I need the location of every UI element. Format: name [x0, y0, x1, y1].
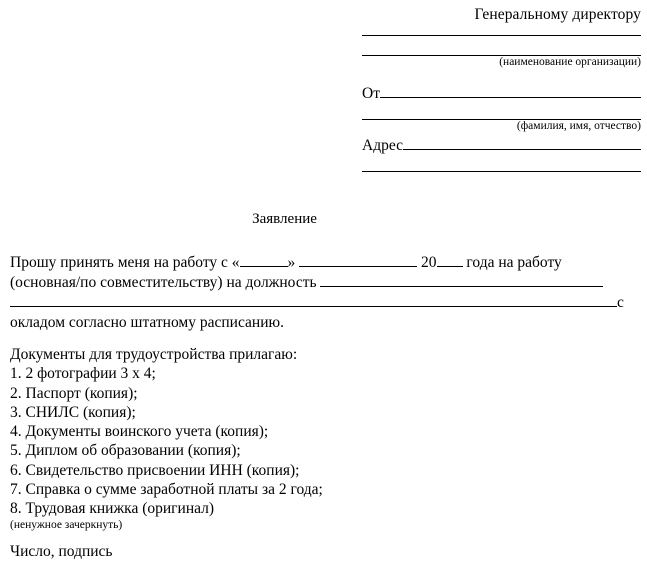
application-body: [10, 253, 641, 333]
body-line-1-quote-close: »: [287, 254, 296, 271]
body-line-1-suffix: года на работу: [466, 254, 562, 271]
body-line-4: [10, 313, 641, 333]
year-input-blank[interactable]: [437, 266, 463, 267]
addressee-line: Генеральному директору: [474, 6, 641, 23]
address-blank-line-2[interactable]: [362, 171, 641, 172]
salary-clause: окладом согласно штатному расписанию.: [10, 314, 284, 331]
list-item: 1. 2 фотографии 3 х 4;: [10, 365, 156, 383]
organization-caption: (наименование организации): [499, 56, 641, 68]
list-item: 4. Документы воинского учета (копия);: [10, 423, 269, 441]
from-field-row: [362, 84, 641, 103]
list-item: 6. Свидетельство присвоении ИНН (копия);: [10, 461, 300, 479]
position-input-blank[interactable]: [320, 286, 603, 287]
fio-caption: (фамилия, имя, отчество): [516, 120, 641, 133]
page-title: Заявление: [252, 211, 317, 227]
from-label: От: [362, 85, 380, 103]
signature-line-label: Число, подпись: [10, 543, 113, 560]
position-input-blank-continued[interactable]: [10, 306, 617, 307]
body-line-1-century: 20: [421, 254, 437, 271]
addressee-block: [362, 0, 641, 172]
body-line-3-tail: с: [617, 294, 624, 311]
list-item: 5. Диплом об образовании (копия);: [10, 442, 241, 460]
from-input-blank[interactable]: [380, 84, 641, 98]
body-line-3: [10, 293, 641, 313]
attachments-list: [10, 364, 323, 518]
list-item: 3. СНИЛС (копия);: [10, 403, 136, 421]
list-item: 7. Справка о сумме заработной платы за 2 года;: [10, 481, 323, 499]
list-item: 8. Трудовая книжка (оригинал): [10, 500, 215, 518]
address-label: Адрес: [362, 137, 403, 155]
strike-out-note: (ненужное зачеркнуть): [10, 518, 123, 531]
day-input-blank[interactable]: [240, 266, 288, 267]
employment-type-text: (основная/по совместительству) на должность: [10, 274, 317, 291]
body-line-1-prefix: Прошу принять меня на работу с «: [10, 254, 240, 271]
body-line-2: [10, 273, 641, 293]
list-item: 2. Паспорт (копия);: [10, 384, 138, 402]
attachments-block: [10, 345, 323, 532]
body-line-1: [10, 253, 641, 273]
month-input-blank[interactable]: [299, 266, 417, 267]
address-input-blank[interactable]: [403, 136, 641, 150]
address-field-row: [362, 136, 641, 155]
attachments-intro: Документы для трудоустройства прилагаю:: [10, 346, 298, 363]
